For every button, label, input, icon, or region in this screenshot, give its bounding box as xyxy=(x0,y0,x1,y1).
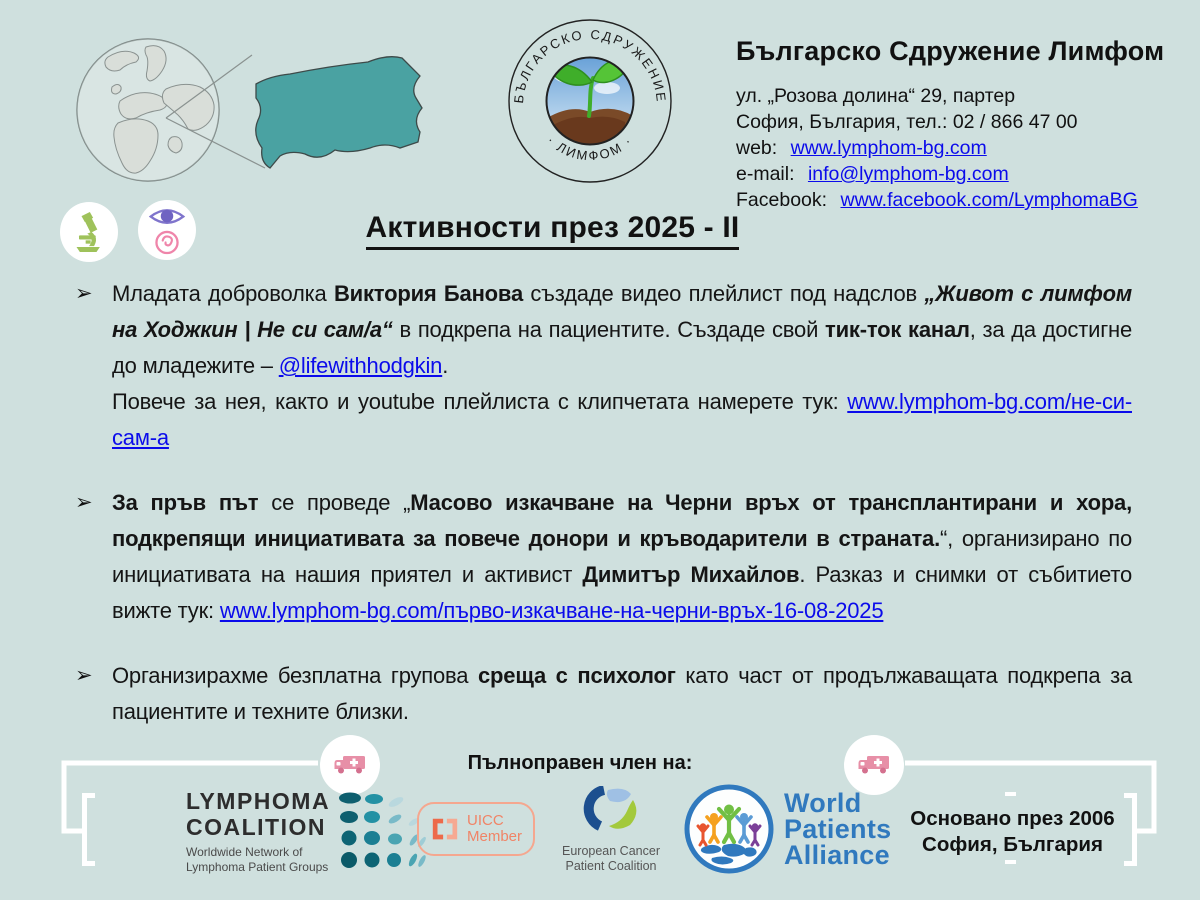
web-label: web: xyxy=(736,137,778,159)
ecpc-icon xyxy=(580,786,642,836)
uicc-icon xyxy=(430,816,460,842)
bullet-paragraph xyxy=(112,276,1132,384)
text-segment: Организирахме безплатна групова xyxy=(112,663,479,688)
inline-link[interactable]: www.lymphom-bg.com/първо-изкачване-на-черни-връх-16-08-2025 xyxy=(219,598,884,623)
uicc-line1: UICC xyxy=(466,812,504,829)
bullet-paragraph xyxy=(112,384,1132,456)
bullet-marker-icon: ➢ xyxy=(75,664,93,687)
facebook-link[interactable]: www.facebook.com/LymphomaBG xyxy=(840,189,1138,211)
contact-block xyxy=(736,36,1176,213)
lc-line2: COALITION xyxy=(186,814,326,840)
ecpc-logo xyxy=(553,786,669,874)
title-row xyxy=(0,211,1105,245)
web-link[interactable]: www.lymphom-bg.com xyxy=(790,137,987,159)
text-segment: , за да достигне до младежите – xyxy=(112,317,1133,378)
bullet-marker-icon: ➢ xyxy=(75,282,93,305)
bulgaria-map xyxy=(256,57,422,168)
bullet-item xyxy=(75,485,1132,629)
founded-text xyxy=(905,806,1120,858)
bullet-list xyxy=(75,276,1132,759)
facebook-label: Facebook: xyxy=(736,189,828,211)
wpa-logo xyxy=(682,782,891,876)
email-link[interactable]: info@lymphom-bg.com xyxy=(807,163,1009,185)
text-segment: в подкрепа на пациентите. Създаде свой xyxy=(392,317,826,342)
text-segment: “, организирано по инициативата на нашия приятел и активист xyxy=(112,526,1132,587)
text-segment: среща с психолог xyxy=(478,663,676,688)
wpa-icon xyxy=(682,782,776,876)
lymphoma-coalition-logo xyxy=(186,788,434,875)
text-segment: „Живот с лимфом на Ходжкин | Не си сам/а“ xyxy=(112,281,1132,342)
text-segment: тик-ток канал xyxy=(825,317,970,342)
lc-line1: LYMPHOMA xyxy=(186,788,331,814)
logo-bottom-arc-text: · ЛИМФОМ · xyxy=(544,132,636,164)
member-heading: Пълноправен член на: xyxy=(467,752,693,774)
address-line: ул. „Розова долина“ 29, партер xyxy=(736,85,1016,107)
org-name: Българско Сдружение Лимфом xyxy=(736,36,1165,66)
inline-link[interactable]: @lifewithhodgkin xyxy=(278,353,443,378)
text-segment: Младата доброволка xyxy=(112,281,334,306)
bullet-paragraph xyxy=(112,658,1132,730)
wpa-line2: Patients xyxy=(784,814,892,844)
ecpc-line1: European Cancer xyxy=(562,844,660,858)
text-segment: . Разказ и снимки от събитието вижте тук: xyxy=(112,562,1132,623)
web-line xyxy=(736,135,1176,161)
ecpc-line2: Patient Coalition xyxy=(565,859,657,873)
text-segment: Димитър Михайлов xyxy=(582,562,800,587)
bullet-paragraph xyxy=(112,485,1132,629)
wpa-line3: Alliance xyxy=(784,840,890,870)
city-phone-line: София, България, тел.: 02 / 866 47 00 xyxy=(736,111,1078,133)
lc-sub1: Worldwide Network of xyxy=(186,845,303,859)
text-segment: създаде видео плейлист под надслов xyxy=(522,281,925,306)
text-segment: . xyxy=(442,353,449,378)
globe-icon xyxy=(77,39,219,181)
bullet-item xyxy=(75,276,1132,456)
inline-link[interactable]: www.lymphom-bg.com/не-си-сам-а xyxy=(112,389,1132,450)
text-segment: Повече за нея, както и youtube плейлиста с клипчетата намерете тук: xyxy=(112,389,848,414)
founded-line2: София, България xyxy=(922,833,1103,856)
page-title: Активности през 2025 - II xyxy=(366,211,740,250)
email-label: e-mail: xyxy=(736,163,795,185)
text-segment: се проведе „ xyxy=(258,490,411,515)
uicc-line2: Member xyxy=(466,828,522,845)
text-segment: Масово изкачване на Черни връх от трансплантирани и хора, подкрепящи инициативата за повече донори и кръводарители в страната. xyxy=(112,490,1133,551)
bullet-item xyxy=(75,658,1132,730)
email-line xyxy=(736,161,1176,187)
wpa-line1: World xyxy=(784,788,862,818)
bullet-marker-icon: ➢ xyxy=(75,491,93,514)
lc-sub2: Lymphoma Patient Groups xyxy=(186,860,329,874)
association-logo xyxy=(505,16,675,186)
text-segment: Виктория Банова xyxy=(333,281,523,306)
founded-line1: Основано през 2006 xyxy=(910,807,1115,830)
text-segment: като част от продължаващата подкрепа за пациентите и техните близки. xyxy=(112,663,1133,724)
uicc-member-logo xyxy=(417,802,535,856)
facebook-line xyxy=(736,187,1176,213)
text-segment: За пръв път xyxy=(112,490,259,515)
logo-top-arc-text: БЪЛГАРСКО СДРУЖЕНИЕ xyxy=(510,26,670,105)
